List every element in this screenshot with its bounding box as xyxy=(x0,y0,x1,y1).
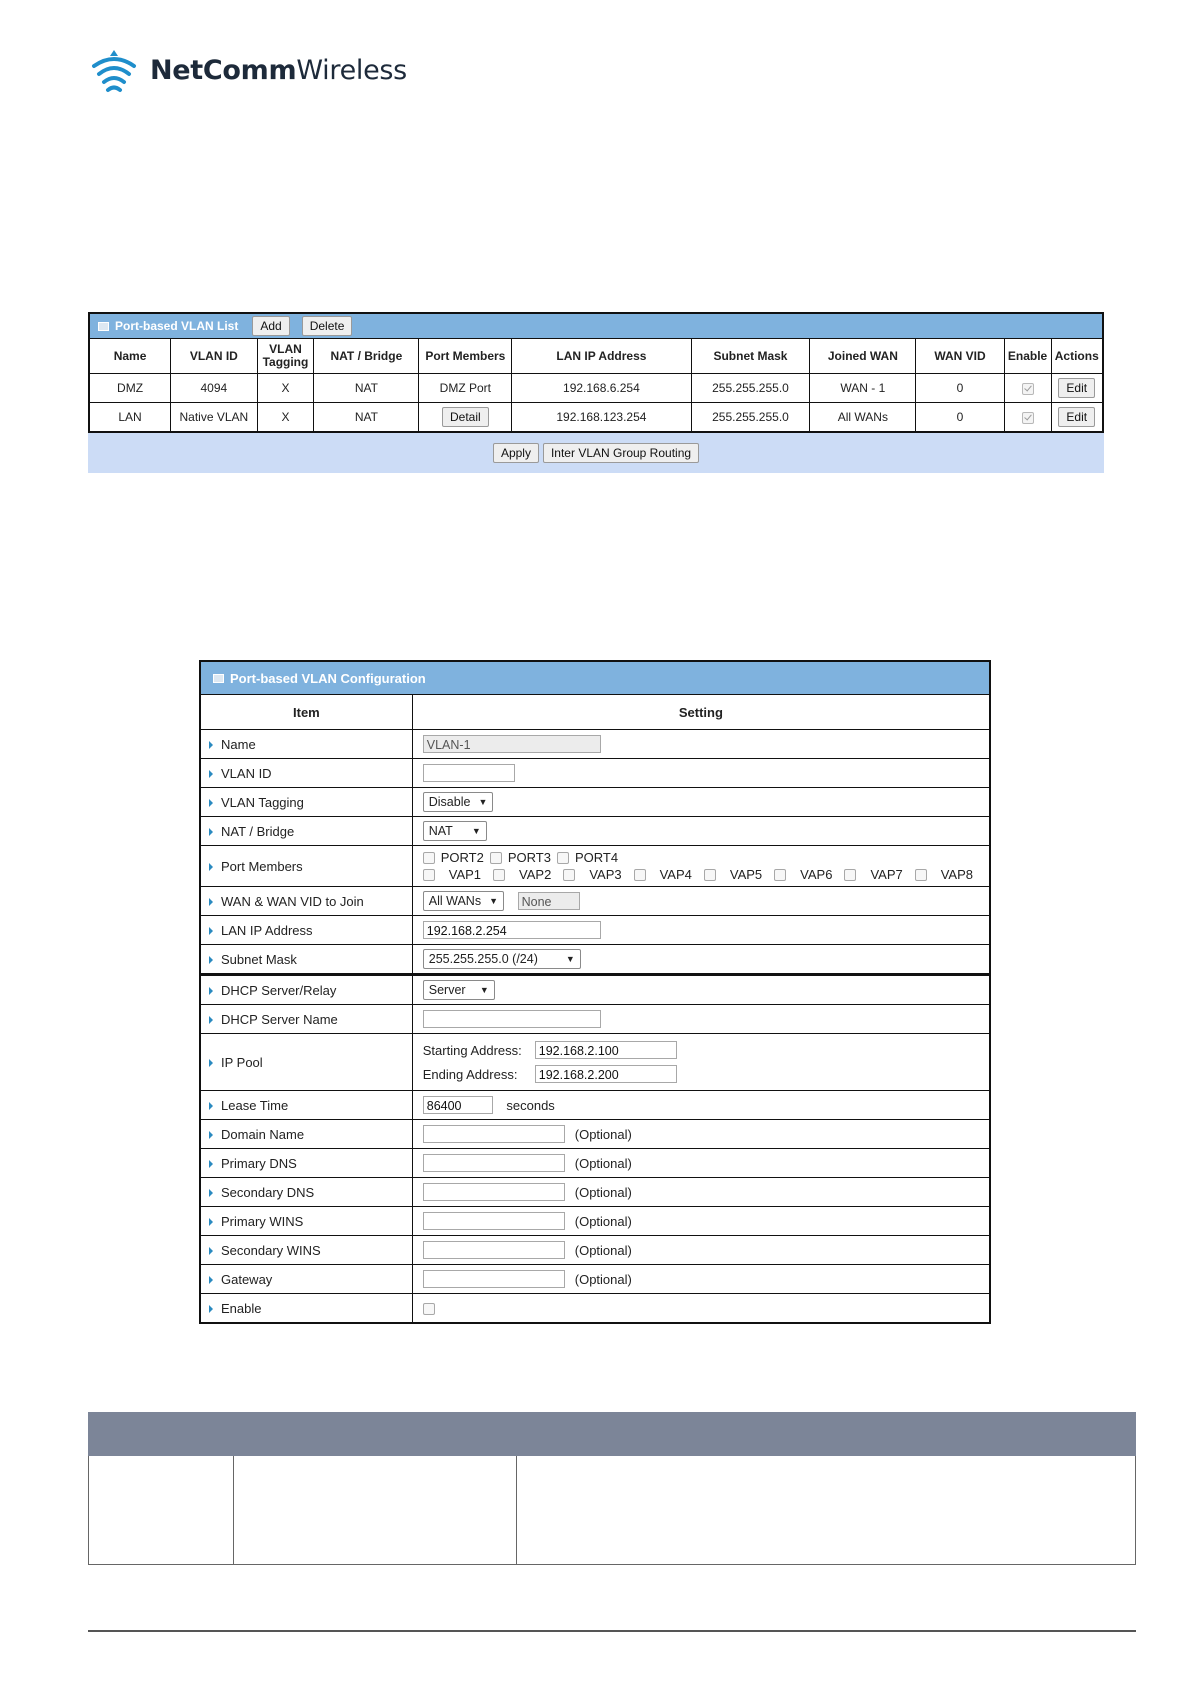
cell-nat: NAT xyxy=(314,403,419,432)
optional-hint: (Optional) xyxy=(574,1242,632,1258)
cell-members: DMZ Port xyxy=(419,374,512,403)
primary-dns-label: Primary DNS xyxy=(221,1155,297,1171)
vlan-tagging-select[interactable]: Disable ▼ xyxy=(423,792,494,812)
config-row-primary-dns xyxy=(201,1149,989,1178)
cell-wan-vid: 0 xyxy=(916,374,1004,403)
vlan-list-footer xyxy=(88,433,1104,473)
description-header-cell xyxy=(234,1413,517,1456)
pool-end-input[interactable]: 192.168.2.200 xyxy=(535,1065,677,1083)
config-row-primary-wins xyxy=(201,1207,989,1236)
cell-actions xyxy=(1051,374,1102,403)
column-header: Enable xyxy=(1004,339,1051,374)
table-row xyxy=(90,403,1102,432)
footer-divider xyxy=(88,1630,1136,1632)
config-row-secondary-dns xyxy=(201,1178,989,1207)
vlan-list-title: Port-based VLAN List xyxy=(115,319,239,333)
apply-button[interactable]: Apply xyxy=(493,443,539,463)
column-header: VLAN ID xyxy=(171,339,257,374)
vap7-checkbox[interactable] xyxy=(844,869,856,881)
row-arrow-icon xyxy=(209,863,213,871)
row-arrow-icon xyxy=(209,1059,213,1067)
row-arrow-icon xyxy=(209,741,213,749)
vlan-list-table xyxy=(90,339,1102,431)
cell-tagging: X xyxy=(257,403,314,432)
description-cell xyxy=(234,1456,517,1565)
dhcp-mode-select[interactable]: Server ▼ xyxy=(423,980,495,1000)
description-table xyxy=(88,1412,1136,1565)
pool-start-input[interactable]: 192.168.2.100 xyxy=(535,1041,677,1059)
config-row-vlan-tagging xyxy=(201,788,989,817)
wan-join-label: WAN & WAN VID to Join xyxy=(221,893,364,909)
vlan-config-header xyxy=(201,662,989,695)
primary-dns-input[interactable] xyxy=(423,1154,565,1172)
vap7-label: VAP7 xyxy=(870,867,903,882)
vap1-label: VAP1 xyxy=(448,867,482,882)
vlan-list-header xyxy=(90,314,1102,339)
gateway-label: Gateway xyxy=(221,1271,273,1287)
optional-hint: (Optional) xyxy=(574,1213,632,1229)
vap4-checkbox[interactable] xyxy=(634,869,646,881)
description-header-row xyxy=(89,1413,1136,1456)
vlan-config-title: Port-based VLAN Configuration xyxy=(230,670,426,686)
vlan-config-panel xyxy=(199,660,991,1324)
column-header: Port Members xyxy=(419,339,512,374)
optional-hint: (Optional) xyxy=(574,1155,632,1171)
subnet-mask-label: Subnet Mask xyxy=(221,951,297,967)
table-header-row xyxy=(90,339,1102,374)
enable-checkbox[interactable] xyxy=(1022,383,1034,395)
cell-mask: 255.255.255.0 xyxy=(691,403,810,432)
column-header: VLAN Tagging xyxy=(257,339,314,374)
lan-ip-input[interactable]: 192.168.2.254 xyxy=(423,921,601,939)
row-arrow-icon xyxy=(209,987,213,995)
column-header: Subnet Mask xyxy=(691,339,810,374)
cell-wan-vid: 0 xyxy=(916,403,1004,432)
lease-time-input[interactable]: 86400 xyxy=(423,1096,493,1114)
port3-label: PORT3 xyxy=(507,850,551,865)
item-column-header: Item xyxy=(201,695,412,730)
row-arrow-icon xyxy=(209,1218,213,1226)
row-arrow-icon xyxy=(209,1160,213,1168)
secondary-dns-input[interactable] xyxy=(423,1183,565,1201)
cell-tagging: X xyxy=(257,374,314,403)
port-members-label: Port Members xyxy=(221,858,303,874)
row-arrow-icon xyxy=(209,1189,213,1197)
description-header-cell xyxy=(517,1413,1136,1456)
panel-icon xyxy=(98,322,109,331)
port2-checkbox[interactable] xyxy=(423,852,435,864)
config-header-row xyxy=(201,695,989,730)
config-row-port-members xyxy=(201,846,989,887)
vlan-list-panel xyxy=(88,312,1104,473)
vap3-label: VAP3 xyxy=(589,867,622,882)
cell-actions xyxy=(1051,403,1102,432)
vap2-label: VAP2 xyxy=(519,867,552,882)
config-row-domain-name xyxy=(201,1120,989,1149)
column-header: NAT / Bridge xyxy=(314,339,419,374)
config-row-vlan-id xyxy=(201,759,989,788)
config-row-lease-time xyxy=(201,1091,989,1120)
vap1-checkbox[interactable] xyxy=(423,869,435,881)
dropdown-arrow-icon: ▼ xyxy=(478,797,488,807)
wan-vid-input[interactable]: None xyxy=(518,892,580,910)
row-arrow-icon xyxy=(209,770,213,778)
row-arrow-icon xyxy=(209,1247,213,1255)
description-cell xyxy=(517,1456,1136,1565)
cell-members xyxy=(419,403,512,432)
nat-bridge-label: NAT / Bridge xyxy=(221,823,295,839)
vlan-config-table xyxy=(201,695,989,1322)
edit-button[interactable]: Edit xyxy=(1058,378,1095,398)
row-arrow-icon xyxy=(209,927,213,935)
primary-wins-label: Primary WINS xyxy=(221,1213,304,1229)
cell-mask: 255.255.255.0 xyxy=(691,374,810,403)
cell-name: DMZ xyxy=(90,374,171,403)
cell-nat: NAT xyxy=(314,374,419,403)
cell-enable xyxy=(1004,374,1051,403)
cell-enable xyxy=(1004,403,1051,432)
row-arrow-icon xyxy=(209,956,213,964)
vap5-checkbox[interactable] xyxy=(704,869,716,881)
lease-time-unit: seconds xyxy=(506,1097,555,1113)
row-arrow-icon xyxy=(209,1305,213,1313)
wifi-logo-icon xyxy=(88,46,140,94)
add-button[interactable]: Add xyxy=(252,316,289,336)
dropdown-arrow-icon: ▼ xyxy=(489,896,498,906)
row-arrow-icon xyxy=(209,1131,213,1139)
cell-vlan-id: 4094 xyxy=(171,374,257,403)
column-header: WAN VID xyxy=(916,339,1004,374)
secondary-wins-input[interactable] xyxy=(423,1241,565,1259)
pool-start-label: Starting Address: xyxy=(422,1042,522,1058)
setting-column-header: Setting xyxy=(412,695,989,730)
config-row-enable xyxy=(201,1294,989,1323)
optional-hint: (Optional) xyxy=(574,1271,632,1287)
dhcp-mode-label: DHCP Server/Relay xyxy=(221,982,337,998)
column-header: Joined WAN xyxy=(810,339,916,374)
detail-button[interactable]: Detail xyxy=(442,407,489,427)
vap5-label: VAP5 xyxy=(729,867,763,882)
enable-checkbox[interactable] xyxy=(1022,412,1034,424)
config-row-lan-ip xyxy=(201,916,989,945)
nat-bridge-select[interactable]: NAT ▼ xyxy=(423,821,487,841)
config-row-name xyxy=(201,730,989,759)
vap8-checkbox[interactable] xyxy=(915,869,927,881)
row-arrow-icon xyxy=(209,898,213,906)
row-arrow-icon xyxy=(209,799,213,807)
cell-lan-ip: 192.168.6.254 xyxy=(512,374,691,403)
wan-join-select[interactable]: All WANs ▼ xyxy=(423,891,504,911)
row-arrow-icon xyxy=(209,828,213,836)
config-row-secondary-wins xyxy=(201,1236,989,1265)
description-cell xyxy=(89,1456,234,1565)
port-members-line-1 xyxy=(423,849,979,866)
primary-wins-input[interactable] xyxy=(423,1212,565,1230)
cell-wan: WAN - 1 xyxy=(810,374,916,403)
cell-lan-ip: 192.168.123.254 xyxy=(512,403,691,432)
domain-name-label: Domain Name xyxy=(221,1126,305,1142)
dhcp-name-input[interactable] xyxy=(423,1010,601,1028)
vap3-checkbox[interactable] xyxy=(563,869,575,881)
enable-label: Enable xyxy=(221,1300,262,1316)
port3-checkbox[interactable] xyxy=(490,852,502,864)
name-input[interactable]: VLAN-1 xyxy=(423,735,601,753)
cell-vlan-id: Native VLAN xyxy=(171,403,257,432)
subnet-mask-select[interactable]: 255.255.255.0 (/24) ▼ xyxy=(423,949,581,969)
row-arrow-icon xyxy=(209,1276,213,1284)
optional-hint: (Optional) xyxy=(574,1126,632,1142)
dhcp-name-label: DHCP Server Name xyxy=(221,1011,338,1027)
row-arrow-icon xyxy=(209,1102,213,1110)
vlan-id-label: VLAN ID xyxy=(221,765,272,781)
vlan-tagging-label: VLAN Tagging xyxy=(221,794,304,810)
description-header-cell xyxy=(89,1413,234,1456)
config-row-ip-pool xyxy=(201,1034,989,1091)
secondary-wins-label: Secondary WINS xyxy=(221,1242,321,1258)
vap2-checkbox[interactable] xyxy=(493,869,505,881)
pool-start-line xyxy=(423,1038,979,1062)
row-arrow-icon xyxy=(209,1016,213,1024)
config-row-gateway xyxy=(201,1265,989,1294)
domain-name-input[interactable] xyxy=(423,1125,565,1143)
port-members-line-2 xyxy=(423,866,979,883)
gateway-input[interactable] xyxy=(423,1270,565,1288)
pool-end-label: Ending Address: xyxy=(422,1066,518,1082)
pool-end-line xyxy=(423,1062,979,1086)
column-header: Name xyxy=(90,339,171,374)
vap6-checkbox[interactable] xyxy=(774,869,786,881)
config-row-dhcp-name xyxy=(201,1005,989,1034)
inter-vlan-routing-button[interactable]: Inter VLAN Group Routing xyxy=(543,443,699,463)
brand-logo xyxy=(88,44,407,96)
column-header: LAN IP Address xyxy=(512,339,691,374)
config-row-wan-join xyxy=(201,887,989,916)
config-row-subnet-mask xyxy=(201,945,989,975)
vlan-id-input[interactable] xyxy=(423,764,515,782)
name-label: Name xyxy=(221,736,256,752)
enable-checkbox[interactable] xyxy=(423,1303,435,1315)
port4-label: PORT4 xyxy=(574,850,619,865)
ip-pool-label: IP Pool xyxy=(221,1054,263,1070)
dropdown-arrow-icon: ▼ xyxy=(565,954,575,964)
description-row xyxy=(89,1456,1136,1565)
column-header: Actions xyxy=(1051,339,1102,374)
dropdown-arrow-icon: ▼ xyxy=(479,985,489,995)
cell-name: LAN xyxy=(90,403,171,432)
port4-checkbox[interactable] xyxy=(557,852,569,864)
table-row xyxy=(90,374,1102,403)
brand-name: NetCommWireless xyxy=(150,54,407,86)
cell-wan: All WANs xyxy=(810,403,916,432)
vap4-label: VAP4 xyxy=(659,867,692,882)
lan-ip-label: LAN IP Address xyxy=(221,922,313,938)
secondary-dns-label: Secondary DNS xyxy=(221,1184,315,1200)
delete-button[interactable]: Delete xyxy=(302,316,353,336)
config-row-dhcp-mode xyxy=(201,975,989,1005)
panel-icon xyxy=(213,674,224,683)
optional-hint: (Optional) xyxy=(574,1184,632,1200)
config-row-nat-bridge xyxy=(201,817,989,846)
vap6-label: VAP6 xyxy=(800,867,833,882)
lease-time-label: Lease Time xyxy=(221,1097,289,1113)
vap8-label: VAP8 xyxy=(940,867,973,882)
dropdown-arrow-icon: ▼ xyxy=(471,826,481,836)
port2-label: PORT2 xyxy=(440,850,484,865)
edit-button[interactable]: Edit xyxy=(1058,407,1095,427)
